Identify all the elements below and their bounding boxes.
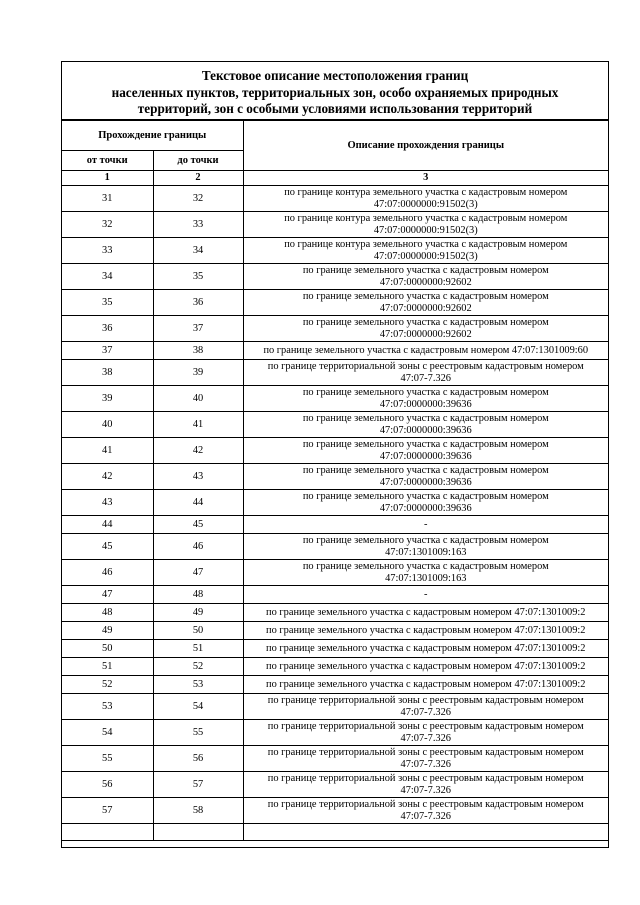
empty-row xyxy=(62,824,608,841)
table-row xyxy=(62,186,608,212)
to-point-cell: 52 xyxy=(153,658,243,676)
table-row xyxy=(62,586,608,604)
empty-cell xyxy=(62,824,153,841)
table-row xyxy=(62,534,608,560)
from-point-cell: 38 xyxy=(62,360,153,386)
table-row xyxy=(62,386,608,412)
table-row xyxy=(62,264,608,290)
from-point-cell: 57 xyxy=(62,798,153,824)
table-row xyxy=(62,622,608,640)
description-cell: по границе земельного участка с кадастровым номером 47:07:1301009:2 xyxy=(243,622,608,640)
to-point-cell: 58 xyxy=(153,798,243,824)
table-row xyxy=(62,412,608,438)
to-point-cell: 39 xyxy=(153,360,243,386)
description-cell: по границе земельного участка с кадастровым номером 47:07:0000000:92602 xyxy=(243,290,608,316)
table-row xyxy=(62,676,608,694)
to-point-cell: 53 xyxy=(153,676,243,694)
from-point-cell: 49 xyxy=(62,622,153,640)
description-cell: - xyxy=(243,586,608,604)
document-title: Текстовое описание местоположения границ населенных пунктов, территориальных зон, особо охраняемых природных территорий, зон с особыми условиями использования территорий xyxy=(62,62,608,120)
table-row xyxy=(62,516,608,534)
column-number: 3 xyxy=(243,171,608,186)
from-point-cell: 37 xyxy=(62,342,153,360)
column-number: 1 xyxy=(62,171,153,186)
from-point-cell: 39 xyxy=(62,386,153,412)
column-number-row xyxy=(62,171,608,186)
from-point-cell: 41 xyxy=(62,438,153,464)
from-point-header: от точки xyxy=(62,151,153,171)
table-row xyxy=(62,212,608,238)
column-number: 2 xyxy=(153,171,243,186)
to-point-cell: 42 xyxy=(153,438,243,464)
passage-header: Прохождение границы xyxy=(62,121,243,151)
description-cell: по границе земельного участка с кадастровым номером 47:07:1301009:163 xyxy=(243,560,608,586)
to-point-cell: 43 xyxy=(153,464,243,490)
to-point-cell: 36 xyxy=(153,290,243,316)
description-cell: по границе контура земельного участка с кадастровым номером 47:07:0000000:91502(3) xyxy=(243,212,608,238)
table-row xyxy=(62,798,608,824)
from-point-cell: 45 xyxy=(62,534,153,560)
table-row xyxy=(62,604,608,622)
from-point-cell: 42 xyxy=(62,464,153,490)
table-row xyxy=(62,290,608,316)
table-row xyxy=(62,342,608,360)
description-cell: по границе земельного участка с кадастровым номером 47:07:0000000:39636 xyxy=(243,490,608,516)
table-row xyxy=(62,694,608,720)
table-row xyxy=(62,360,608,386)
from-point-cell: 44 xyxy=(62,516,153,534)
from-point-cell: 53 xyxy=(62,694,153,720)
table-row xyxy=(62,720,608,746)
empty-cell xyxy=(153,824,243,841)
to-point-cell: 34 xyxy=(153,238,243,264)
to-point-cell: 37 xyxy=(153,316,243,342)
from-point-cell: 34 xyxy=(62,264,153,290)
to-point-cell: 54 xyxy=(153,694,243,720)
to-point-cell: 33 xyxy=(153,212,243,238)
from-point-cell: 35 xyxy=(62,290,153,316)
boundary-table xyxy=(62,120,608,841)
empty-cell xyxy=(243,824,608,841)
table-row xyxy=(62,560,608,586)
table-row xyxy=(62,490,608,516)
to-point-cell: 49 xyxy=(153,604,243,622)
to-point-header: до точки xyxy=(153,151,243,171)
description-cell: - xyxy=(243,516,608,534)
description-cell: по границе земельного участка с кадастровым номером 47:07:0000000:39636 xyxy=(243,412,608,438)
to-point-cell: 46 xyxy=(153,534,243,560)
from-point-cell: 43 xyxy=(62,490,153,516)
to-point-cell: 51 xyxy=(153,640,243,658)
table-row xyxy=(62,746,608,772)
from-point-cell: 36 xyxy=(62,316,153,342)
document-frame xyxy=(61,61,609,848)
description-cell: по границе территориальной зоны с реестровым кадастровым номером 47:07-7.326 xyxy=(243,746,608,772)
description-cell: по границе земельного участка с кадастровым номером 47:07:1301009:2 xyxy=(243,658,608,676)
to-point-cell: 38 xyxy=(153,342,243,360)
from-point-cell: 54 xyxy=(62,720,153,746)
to-point-cell: 35 xyxy=(153,264,243,290)
to-point-cell: 57 xyxy=(153,772,243,798)
table-row xyxy=(62,316,608,342)
to-point-cell: 56 xyxy=(153,746,243,772)
to-point-cell: 44 xyxy=(153,490,243,516)
description-cell: по границе земельного участка с кадастровым номером 47:07:1301009:60 xyxy=(243,342,608,360)
table-row xyxy=(62,658,608,676)
description-cell: по границе земельного участка с кадастровым номером 47:07:1301009:163 xyxy=(243,534,608,560)
from-point-cell: 56 xyxy=(62,772,153,798)
table-row xyxy=(62,640,608,658)
description-cell: по границе контура земельного участка с кадастровым номером 47:07:0000000:91502(3) xyxy=(243,238,608,264)
from-point-cell: 32 xyxy=(62,212,153,238)
table-row xyxy=(62,772,608,798)
to-point-cell: 32 xyxy=(153,186,243,212)
table-header-row xyxy=(62,121,608,151)
from-point-cell: 50 xyxy=(62,640,153,658)
from-point-cell: 48 xyxy=(62,604,153,622)
description-cell: по границе земельного участка с кадастровым номером 47:07:0000000:39636 xyxy=(243,386,608,412)
to-point-cell: 41 xyxy=(153,412,243,438)
description-cell: по границе территориальной зоны с реестровым кадастровым номером 47:07-7.326 xyxy=(243,798,608,824)
description-cell: по границе территориальной зоны с реестровым кадастровым номером 47:07-7.326 xyxy=(243,360,608,386)
description-cell: по границе земельного участка с кадастровым номером 47:07:0000000:92602 xyxy=(243,316,608,342)
to-point-cell: 48 xyxy=(153,586,243,604)
table-row xyxy=(62,464,608,490)
description-cell: по границе территориальной зоны с реестровым кадастровым номером 47:07-7.326 xyxy=(243,694,608,720)
description-header: Описание прохождения границы xyxy=(243,121,608,171)
to-point-cell: 50 xyxy=(153,622,243,640)
description-cell: по границе контура земельного участка с кадастровым номером 47:07:0000000:91502(3) xyxy=(243,186,608,212)
from-point-cell: 46 xyxy=(62,560,153,586)
from-point-cell: 52 xyxy=(62,676,153,694)
description-cell: по границе земельного участка с кадастровым номером 47:07:1301009:2 xyxy=(243,604,608,622)
description-cell: по границе земельного участка с кадастровым номером 47:07:0000000:39636 xyxy=(243,464,608,490)
from-point-cell: 55 xyxy=(62,746,153,772)
description-cell: по границе земельного участка с кадастровым номером 47:07:0000000:39636 xyxy=(243,438,608,464)
description-cell: по границе земельного участка с кадастровым номером 47:07:1301009:2 xyxy=(243,640,608,658)
to-point-cell: 45 xyxy=(153,516,243,534)
to-point-cell: 47 xyxy=(153,560,243,586)
to-point-cell: 55 xyxy=(153,720,243,746)
table-row xyxy=(62,438,608,464)
from-point-cell: 51 xyxy=(62,658,153,676)
from-point-cell: 33 xyxy=(62,238,153,264)
to-point-cell: 40 xyxy=(153,386,243,412)
description-cell: по границе территориальной зоны с реестровым кадастровым номером 47:07-7.326 xyxy=(243,720,608,746)
table-row xyxy=(62,238,608,264)
from-point-cell: 31 xyxy=(62,186,153,212)
from-point-cell: 47 xyxy=(62,586,153,604)
description-cell: по границе земельного участка с кадастровым номером 47:07:1301009:2 xyxy=(243,676,608,694)
description-cell: по границе территориальной зоны с реестровым кадастровым номером 47:07-7.326 xyxy=(243,772,608,798)
description-cell: по границе земельного участка с кадастровым номером 47:07:0000000:92602 xyxy=(243,264,608,290)
from-point-cell: 40 xyxy=(62,412,153,438)
